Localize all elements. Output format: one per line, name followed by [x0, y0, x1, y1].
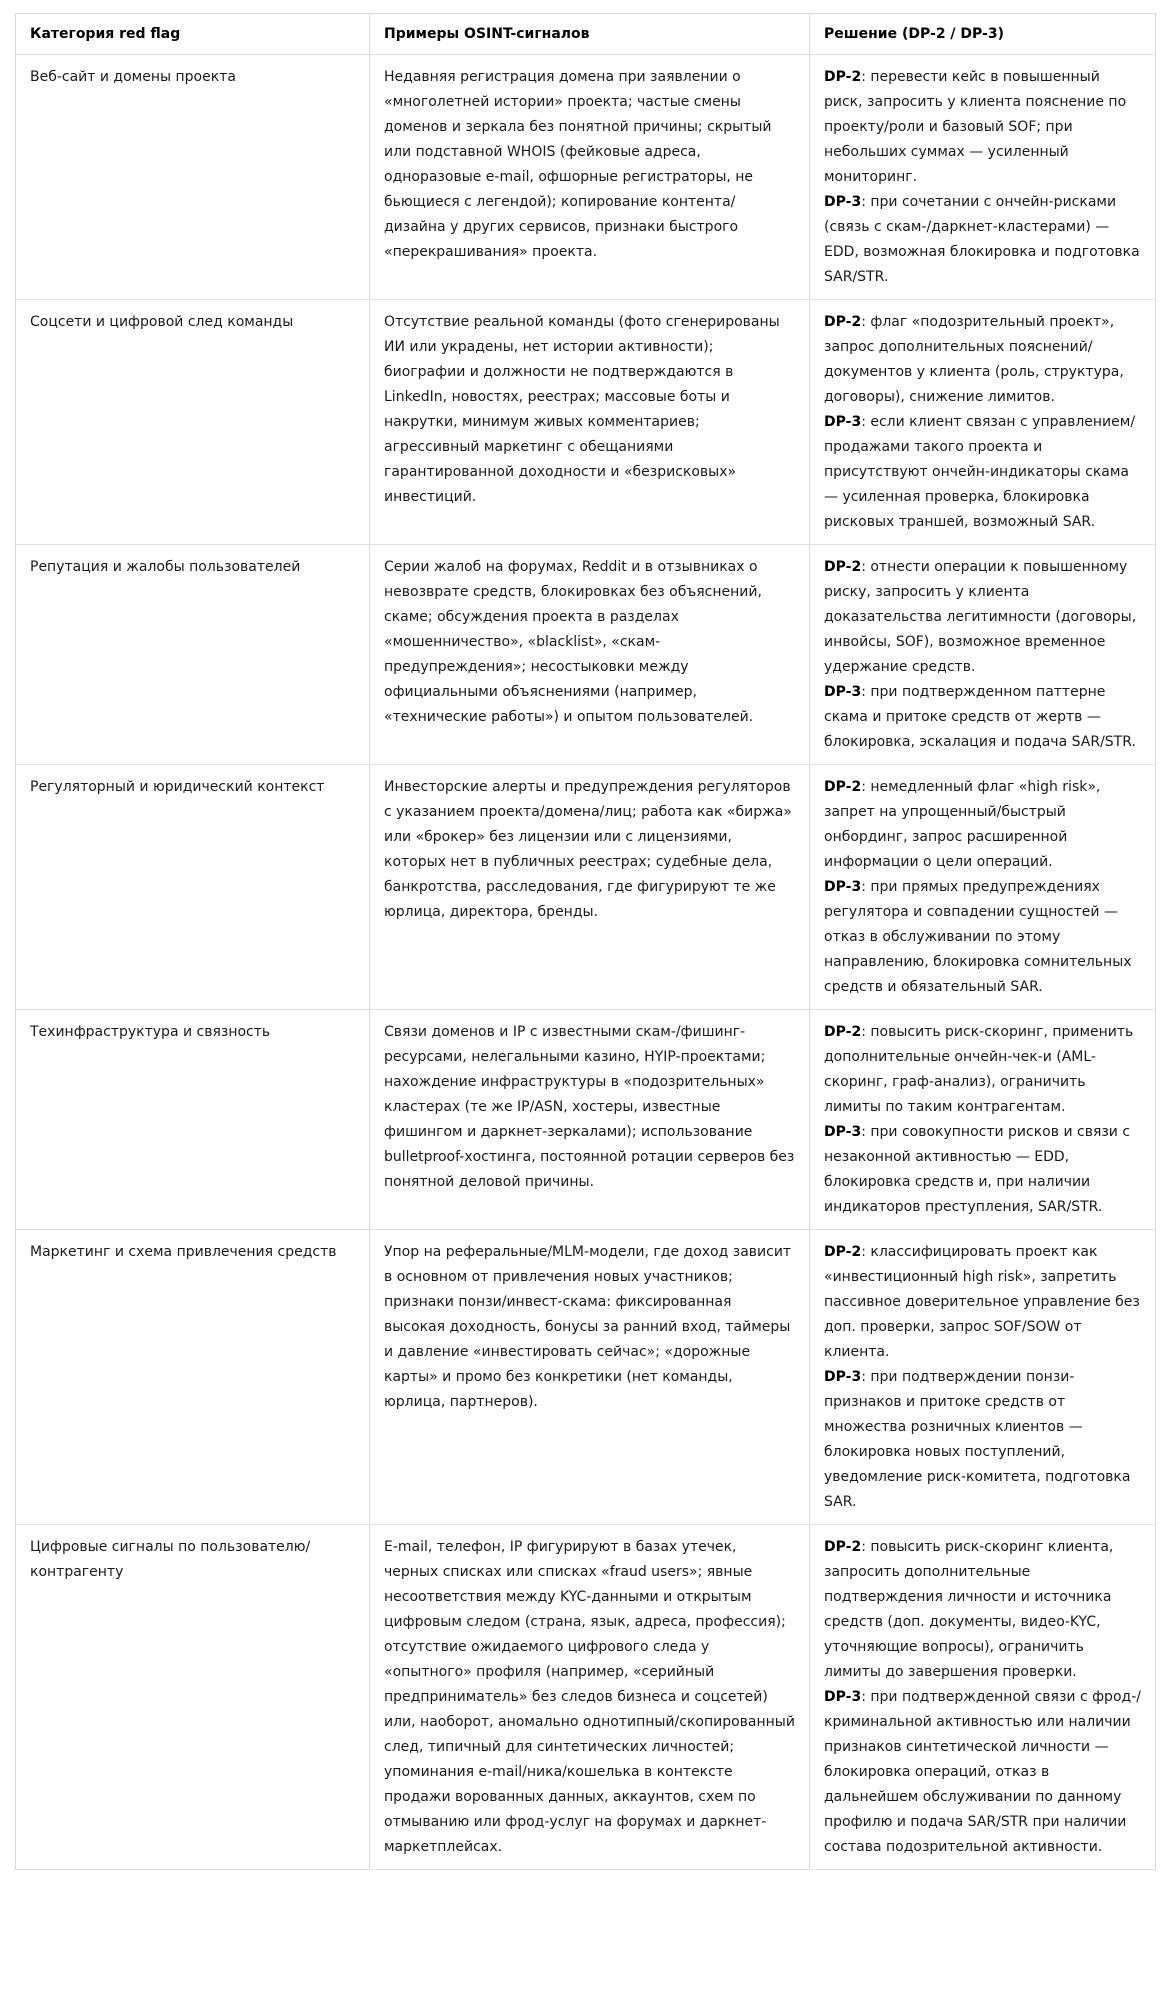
- dp2-solution: [824, 65, 1141, 190]
- dp2-text: немедленный флаг «high risk», запрет на упрощенный/быстрый онбординг, запрос расширенной информации о цели операций.: [824, 779, 1101, 870]
- solution-cell: [810, 1230, 1156, 1525]
- solution-cell: [810, 545, 1156, 765]
- signals-text: Упор на реферальные/MLM-модели, где доход зависит в основном от привлечения новых участников; признаки понзи/инвест-скама: фиксированная высокая доходность, бонусы за ранний вход, таймеры и давление «инвестировать сейчас»; «дорожные карты» и промо без конкретики (нет команды, юрлица, партнеров).: [384, 1244, 792, 1410]
- dp2-solution: [824, 555, 1141, 680]
- table-body: [16, 55, 1156, 1870]
- table-row: [16, 545, 1156, 765]
- dp3-text: при подтвержденной связи с фрод-/криминальной активностью или наличии признаков синтетической личности — блокировка операций, отказ в дальнейшем обслуживании по данному профилю и подача SAR/STR при наличии состава подозрительной активности.: [824, 1689, 1141, 1855]
- table-row: [16, 1010, 1156, 1230]
- red-flag-osint-table: [15, 13, 1156, 1870]
- dp2-separator: :: [861, 779, 871, 795]
- dp2-solution: [824, 1020, 1141, 1120]
- dp2-label: DP-2: [824, 1024, 862, 1040]
- dp2-label: DP-2: [824, 779, 862, 795]
- dp2-separator: :: [861, 559, 871, 575]
- dp3-solution: [824, 680, 1141, 755]
- dp2-label: DP-2: [824, 1244, 862, 1260]
- dp2-separator: :: [861, 69, 871, 85]
- dp2-solution: [824, 1240, 1141, 1365]
- table-row: [16, 55, 1156, 300]
- dp2-separator: :: [861, 1244, 871, 1260]
- dp3-label: DP-3: [824, 879, 862, 895]
- dp2-label: DP-2: [824, 559, 862, 575]
- dp3-label: DP-3: [824, 414, 862, 430]
- dp2-text: повысить риск-скоринг, применить дополнительные ончейн-чек-и (AML-скоринг, граф-анализ), ограничить лимиты по таким контрагентам.: [824, 1024, 1134, 1115]
- signals-text: E-mail, телефон, IP фигурируют в базах утечек, черных списках или списках «fraud users»; явные несоответствия между KYC-данными и открытым цифровым следом (страна, язык, адреса, профессия); отсутствие ожидаемого цифрового следа у «опытного» профиля (например, «серийный предприниматель» без следов бизнеса и соцсетей) или, наоборот, аномально однотипный/скопированный след, типичный для синтетических личностей; упоминания e-mail/ника/кошелька в контексте продажи ворованных данных, аккаунтов, схем по отмыванию или фрод-услуг на форумах и даркнет-маркетплейсах.: [384, 1539, 795, 1855]
- dp2-label: DP-2: [824, 69, 862, 85]
- category-cell: [16, 765, 370, 1010]
- dp3-label: DP-3: [824, 1124, 862, 1140]
- signals-cell: [370, 765, 810, 1010]
- table-row: [16, 300, 1156, 545]
- table-row: [16, 765, 1156, 1010]
- signals-text: Инвесторские алерты и предупреждения регуляторов с указанием проекта/домена/лиц; работа как «биржа» или «брокер» без лицензии или с лицензиями, которых нет в публичных реестрах; судебные дела, банкротства, расследования, где фигурируют те же юрлица, директора, бренды.: [384, 779, 792, 920]
- signals-cell: [370, 545, 810, 765]
- dp3-separator: :: [861, 1124, 871, 1140]
- dp2-text: отнести операции к повышенному риску, запросить у клиента доказательства легитимности (договоры, инвойсы, SOF), возможное временное удержание средств.: [824, 559, 1137, 675]
- dp2-text: классифицировать проект как «инвестиционный high risk», запретить пассивное доверительное управление без доп. проверки, запрос SOF/SOW от клиента.: [824, 1244, 1140, 1360]
- dp3-label: DP-3: [824, 684, 862, 700]
- signals-text: Недавняя регистрация домена при заявлении о «многолетней истории» проекта; частые смены доменов и зеркала без понятной причины; скрытый или подставной WHOIS (фейковые адреса, одноразовые e-mail, офшорные регистраторы, не бьющиеся с легендой); копирование контента/дизайна у других сервисов, признаки быстрого «перекрашивания» проекта.: [384, 69, 772, 260]
- dp3-label: DP-3: [824, 1369, 862, 1385]
- dp3-label: DP-3: [824, 194, 862, 210]
- dp3-text: при сочетании с ончейн-рисками (связь с скам-/даркнет-кластерами) — EDD, возможная блокировка и подготовка SAR/STR.: [824, 194, 1140, 285]
- category-label: Цифровые сигналы по пользователю/контрагенту: [30, 1539, 311, 1580]
- dp2-separator: :: [861, 314, 871, 330]
- signals-text: Отсутствие реальной команды (фото сгенерированы ИИ или украдены, нет истории активности); биографии и должности не подтверждаются в LinkedIn, новостях, реестрах; массовые боты и накрутки, минимум живых комментариев; агрессивный маркетинг с обещаниями гарантированной доходности и «безрисковых» инвестиций.: [384, 314, 780, 505]
- dp3-separator: :: [861, 684, 871, 700]
- table-header: [16, 14, 1156, 55]
- dp3-solution: [824, 190, 1141, 290]
- signals-text: Серии жалоб на форумах, Reddit и в отзывниках о невозврате средств, блокировках без объяснений, скаме; обсуждения проекта в разделах «мошенничество», «blacklist», «скам-предупреждения»; несостыковки между официальными объяснениями (например, «технические работы») и опытом пользователей.: [384, 559, 762, 725]
- column-header-solution: Решение (DP-2 / DP-3): [810, 14, 1156, 55]
- dp3-separator: :: [861, 1689, 871, 1705]
- dp2-text: флаг «подозрительный проект», запрос дополнительных пояснений/документов у клиента (роль, структура, договоры), снижение лимитов.: [824, 314, 1124, 405]
- dp3-separator: :: [861, 414, 871, 430]
- dp2-label: DP-2: [824, 314, 862, 330]
- dp2-separator: :: [861, 1539, 871, 1555]
- signals-cell: [370, 1525, 810, 1870]
- solution-cell: [810, 300, 1156, 545]
- dp3-solution: [824, 875, 1141, 1000]
- category-label: Соцсети и цифровой след команды: [30, 314, 294, 330]
- category-cell: [16, 300, 370, 545]
- dp2-solution: [824, 775, 1141, 875]
- dp3-text: при совокупности рисков и связи с незаконной активностью — EDD, блокировка средств и, при наличии индикаторов преступления, SAR/STR.: [824, 1124, 1131, 1215]
- table-row: [16, 1230, 1156, 1525]
- category-cell: [16, 1010, 370, 1230]
- dp2-solution: [824, 310, 1141, 410]
- category-cell: [16, 1525, 370, 1870]
- category-cell: [16, 545, 370, 765]
- dp3-solution: [824, 1685, 1141, 1860]
- dp2-separator: :: [861, 1024, 871, 1040]
- dp2-solution: [824, 1535, 1141, 1685]
- dp3-solution: [824, 1365, 1141, 1515]
- column-header-category: Категория red flag: [16, 14, 370, 55]
- dp3-solution: [824, 410, 1141, 535]
- category-cell: [16, 55, 370, 300]
- dp3-separator: :: [861, 1369, 871, 1385]
- dp2-text: повысить риск-скоринг клиента, запросить дополнительные подтверждения личности и источника средств (доп. документы, видео-KYC, уточняющие вопросы), ограничить лимиты до завершения проверки.: [824, 1539, 1114, 1680]
- dp3-text: при прямых предупреждениях регулятора и совпадении сущностей — отказ в обслуживании по этому направлению, блокировка сомнительных средств и обязательный SAR.: [824, 879, 1132, 995]
- table-row: [16, 1525, 1156, 1870]
- dp2-text: перевести кейс в повышенный риск, запросить у клиента пояснение по проекту/роли и базовый SOF; при небольших суммах — усиленный мониторинг.: [824, 69, 1127, 185]
- category-label: Веб-сайт и домены проекта: [30, 69, 236, 85]
- dp2-label: DP-2: [824, 1539, 862, 1555]
- solution-cell: [810, 765, 1156, 1010]
- solution-cell: [810, 1525, 1156, 1870]
- signals-cell: [370, 1230, 810, 1525]
- column-header-signals: Примеры OSINT-сигналов: [370, 14, 810, 55]
- category-label: Маркетинг и схема привлечения средств: [30, 1244, 337, 1260]
- solution-cell: [810, 55, 1156, 300]
- dp3-separator: :: [861, 879, 871, 895]
- category-cell: [16, 1230, 370, 1525]
- signals-cell: [370, 1010, 810, 1230]
- dp3-solution: [824, 1120, 1141, 1220]
- header-row: [16, 14, 1156, 55]
- category-label: Регуляторный и юридический контекст: [30, 779, 325, 795]
- signals-text: Связи доменов и IP с известными скам-/фишинг-ресурсами, нелегальными казино, HYIP-проектами; нахождение инфраструктуры в «подозрительных» кластерах (те же IP/ASN, хостеры, известные фишингом и даркнет-зеркалами); использование bulletproof-хостинга, постоянной ротации серверов без понятной деловой причины.: [384, 1024, 795, 1190]
- dp3-text: при подтвержденном паттерне скама и притоке средств от жертв — блокировка, эскалация и подача SAR/STR.: [824, 684, 1136, 750]
- dp3-label: DP-3: [824, 1689, 862, 1705]
- dp3-text: при подтверждении понзи-признаков и притоке средств от множества розничных клиентов — блокировка новых поступлений, уведомление риск-комитета, подготовка SAR.: [824, 1369, 1131, 1510]
- signals-cell: [370, 300, 810, 545]
- dp3-separator: :: [861, 194, 871, 210]
- category-label: Репутация и жалобы пользователей: [30, 559, 301, 575]
- dp3-text: если клиент связан с управлением/продажами такого проекта и присутствуют ончейн-индикаторы скама — усиленная проверка, блокировка рисковых траншей, возможный SAR.: [824, 414, 1136, 530]
- category-label: Техинфраструктура и связность: [30, 1024, 271, 1040]
- solution-cell: [810, 1010, 1156, 1230]
- signals-cell: [370, 55, 810, 300]
